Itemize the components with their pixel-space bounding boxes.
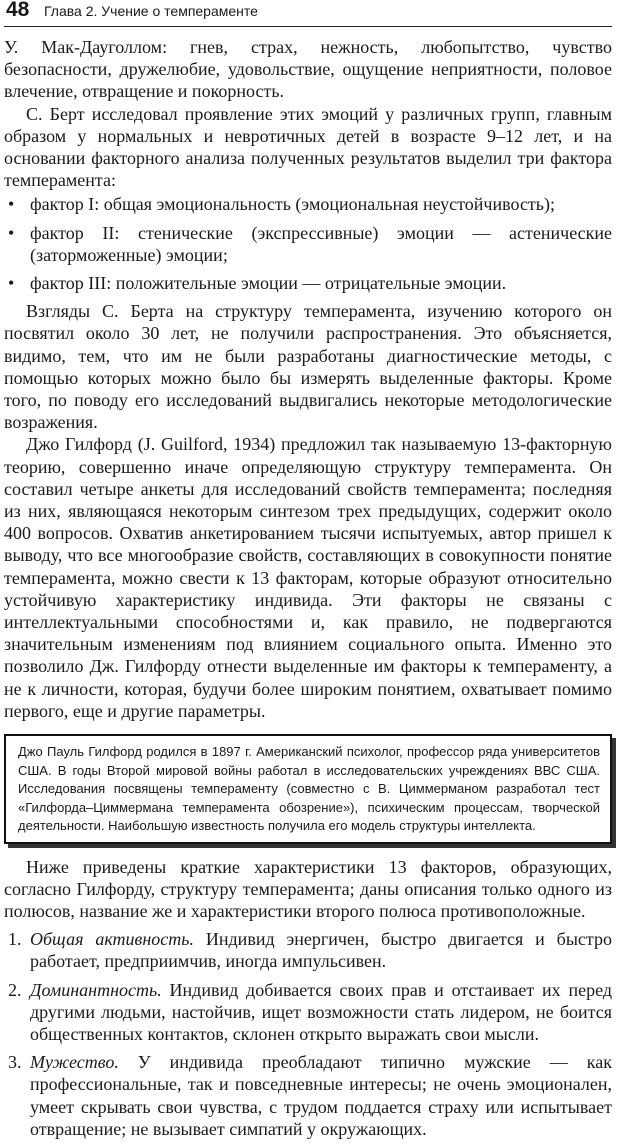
paragraph-burt: С. Берт исследовал проявление этих эмоций у различных групп, главным образом у нормальных и невротичных детей в возрасте 9–12 лет, и на основании факторного анализа полученных результатов выделил три фактора темперамента: bbox=[4, 103, 612, 191]
numbered-factor-list bbox=[4, 928, 612, 1140]
paragraph-continued: У. Мак-Дауголлом: гнев, страх, нежность, любопытство, чувство безопасности, дружелюбие, удовольствие, ощущение неприятности, половое влечение, отвращение и покорность. bbox=[4, 37, 612, 102]
list-item-number: 2. bbox=[8, 979, 22, 1000]
list-item-text: Индивид добивается своих прав и отстаивает их перед другими людьми, настойчив, ищет возможности стать лидером, не боится общественных контактов, склонен открыто выражать свои мысли. bbox=[30, 979, 612, 1045]
biography-box: Джо Пауль Гилфорд родился в 1897 г. Американский психолог, профессор ряда университетов США. В годы Второй мировой войны работал в исследовательских учреждениях ВВС США. Исследования посвящены темпераменту (совместно с В. Циммерманом разработал тест «Гилфорда–Циммермана темперамента обозрение»), психическим процессам, творческой деятельности. Наибольшую известность получила его модель структуры интеллекта. bbox=[4, 734, 612, 844]
list-item-text: У индивида преобладают типично мужские — как профессиональные, так и повседневные интересы; не очень эмоционален, умеет скрывать свои чувства, с трудом поддается страху или испытывает отвращение; не вызывает симпатий у окружающих. bbox=[30, 1052, 612, 1139]
list-item-text: Индивид энергичен, быстро двигается и быстро работает, предприимчив, иногда импульсивен. bbox=[30, 929, 613, 972]
factor-item-2: • фактор II: стенические (экспрессивные) эмоции — астенические (заторможенные) эмоции; bbox=[4, 222, 612, 266]
list-item-term: Мужество. bbox=[30, 1052, 119, 1073]
list-item-number: 1. bbox=[8, 929, 22, 950]
page-body bbox=[4, 36, 612, 1146]
paragraph-intro-list: Ниже приведены краткие характеристики 13 факторов, образующих, согласно Гилфорду, структуру темперамента; даны описания только одного из полюсов, название же и характеристики второго полюса противоположные. bbox=[4, 856, 612, 921]
list-item bbox=[4, 979, 612, 1046]
running-header bbox=[4, 0, 612, 27]
list-item-term: Общая активность. bbox=[30, 929, 194, 950]
list-item-number: 3. bbox=[8, 1052, 22, 1073]
factor-list bbox=[4, 193, 612, 294]
factor-item-1: • фактор I: общая эмоциональность (эмоциональная неустойчивость); bbox=[4, 193, 612, 215]
list-item bbox=[4, 928, 612, 972]
factor-item-3: • фактор III: положительные эмоции — отрицательные эмоции. bbox=[4, 272, 612, 294]
list-item bbox=[4, 1051, 612, 1140]
page-number: 48 bbox=[6, 0, 30, 21]
chapter-title: Глава 2. Учение о темпераменте bbox=[44, 3, 258, 19]
paragraph-burt-views: Взгляды С. Берта на структуру темперамента, изучению которого он посвятил около 30 лет, не получили распространения. Это объясняется, видимо, тем, что им не были разработаны диагностические методы, с помощью которых можно было бы измерять выделенные факторы. Кроме того, по поводу его исследований выдвигались некоторые методологические возражения. bbox=[4, 301, 612, 433]
paragraph-guilford: Джо Гилфорд (J. Guilford, 1934) предложил так называемую 13-факторную теорию, совершенно иначе определяющую структуру темперамента. Он составил четыре анкеты для исследований свойств темперамента; последняя из них, являющаяся некоторым синтезом трех предыдущих, содержит около 400 вопросов. Охватив анкетированием тысячи испытуемых, автор пришел к выводу, что все многообразие свойств, составляющих в совокупности понятие темперамента, можно свести к 13 факторам, которые образуют относительно устойчивую характеристику индивида. Эти факторы не связаны с интеллектуальными способностями и, как правило, не подвергаются значительным изменениям под влиянием социального опыта. Именно это позволило Дж. Гилфорду отнести выделенные им факторы к темпераменту, а не к личности, которая, будучи более широким понятием, охватывает помимо первого, еще и другие параметры. bbox=[4, 434, 612, 721]
list-item-term: Доминантность. bbox=[30, 979, 162, 1000]
